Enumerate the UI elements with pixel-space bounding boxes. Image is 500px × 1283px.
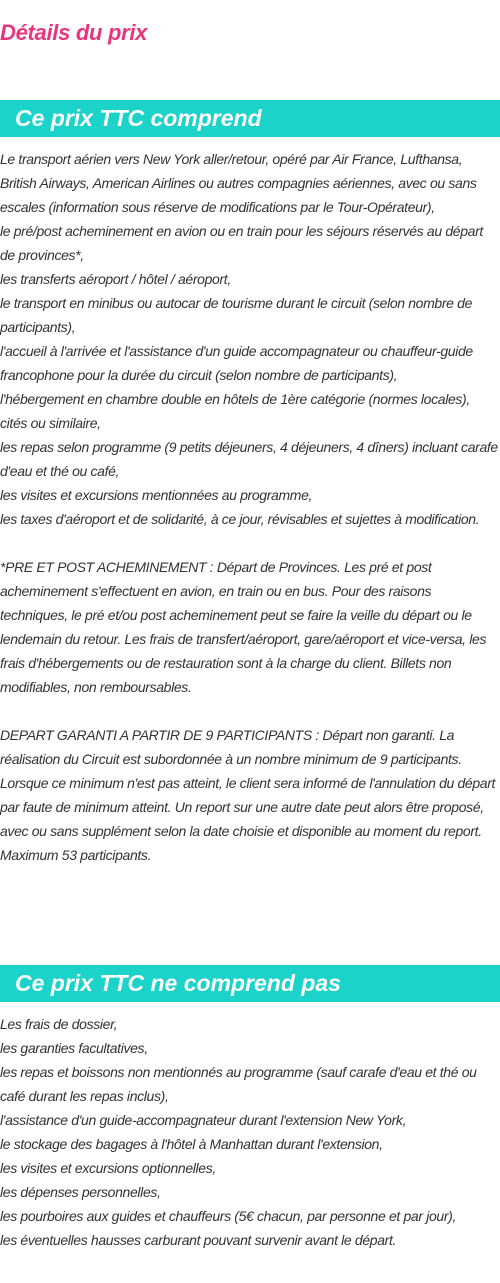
includes-item: le pré/post acheminement en avion ou en train pour les séjours réservés au départ de provinces*, bbox=[0, 223, 483, 263]
includes-item: l'accueil à l'arrivée et l'assistance d'un guide accompagnateur ou chauffeur-guide francophone pour la durée du circuit (selon nombre de participants), bbox=[0, 343, 473, 383]
includes-item: le transport en minibus ou autocar de tourisme durant le circuit (selon nombre de participants), bbox=[0, 295, 473, 335]
excludes-item: les éventuelles hausses carburant pouvant survenir avant le départ. bbox=[0, 1232, 397, 1248]
includes-section bbox=[0, 147, 500, 867]
includes-item: les visites et excursions mentionnées au programme, bbox=[0, 487, 313, 503]
includes-item: Le transport aérien vers New York aller/retour, opéré par Air France, Lufthansa, British Airways, American Airlines ou autres compagnies aériennes, avec ou sans escales (information sous réserve de modifications par le Tour-Opérateur), bbox=[0, 151, 477, 215]
excludes-item: les visites et excursions optionnelles, bbox=[0, 1160, 216, 1176]
includes-item: les transferts aéroport / hôtel / aéroport, bbox=[0, 271, 231, 287]
excludes-heading: Ce prix TTC ne comprend pas bbox=[15, 970, 341, 996]
excludes-item: les pourboires aux guides et chauffeurs (5€ chacun, par personne et par jour), bbox=[0, 1208, 456, 1224]
includes-item: les repas selon programme (9 petits déjeuners, 4 déjeuners, 4 dîners) incluant carafe d'eau et thé ou café, bbox=[0, 439, 498, 479]
excludes-item: l'assistance d'un guide-accompagnateur durant l'extension New York, bbox=[0, 1112, 407, 1128]
includes-item: l'hébergement en chambre double en hôtels de 1ère catégorie (normes locales), cités ou similaire, bbox=[0, 391, 470, 431]
pre-post-note: *PRE ET POST ACHEMINEMENT : Départ de Provinces. Les pré et post acheminement s'effectuent en avion, en train ou en bus. Pour des raisons techniques, le pré et/ou post acheminement peut se faire la veille du départ ou le lendemain du retour. Les frais de transfert/aéroport, gare/aéroport et vice-versa, les frais d'hébergements ou de restauration sont à la charge du client. Billets non modifiables, non remboursables. bbox=[0, 559, 487, 695]
excludes-item: le stockage des bagages à l'hôtel à Manhattan durant l'extension, bbox=[0, 1136, 383, 1152]
includes-heading: Ce prix TTC comprend bbox=[15, 105, 262, 131]
departure-guarantee-note: DEPART GARANTI A PARTIR DE 9 PARTICIPANTS : Départ non garanti. La réalisation du Circuit est subordonnée à un nombre minimum de 9 participants. Lorsque ce minimum n'est pas atteint, le client sera informé de l'annulation du départ par faute de minimum atteint. Un report sur une autre date peut alors être proposé, avec ou sans supplément selon la date choisie et disponible au moment du report. Maximum 53 participants. bbox=[0, 727, 496, 863]
excludes-item: les garanties facultatives, bbox=[0, 1040, 148, 1056]
excludes-item: les dépenses personnelles, bbox=[0, 1184, 161, 1200]
paragraph-spacer bbox=[0, 531, 500, 555]
paragraph-spacer bbox=[0, 699, 500, 723]
includes-banner bbox=[0, 100, 500, 137]
page-title: Détails du prix bbox=[0, 20, 148, 45]
excludes-item: les repas et boissons non mentionnés au programme (sauf carafe d'eau et thé ou café durant les repas inclus), bbox=[0, 1064, 477, 1104]
excludes-banner bbox=[0, 965, 500, 1002]
excludes-item: Les frais de dossier, bbox=[0, 1016, 118, 1032]
includes-item: les taxes d'aéroport et de solidarité, à ce jour, révisables et sujettes à modification. bbox=[0, 511, 480, 527]
excludes-section bbox=[0, 1012, 500, 1252]
